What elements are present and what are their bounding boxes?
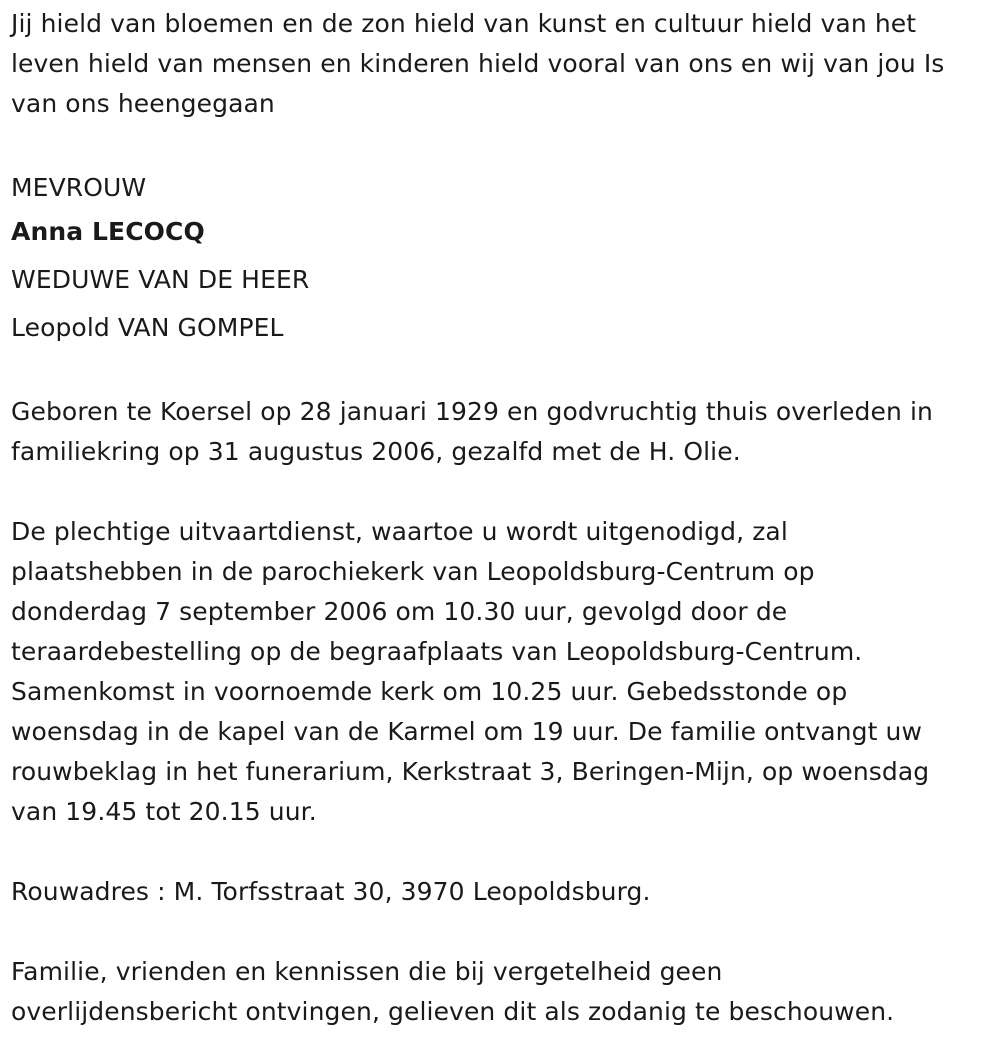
relation-line: WEDUWE VAN DE HEER [11, 265, 310, 294]
intro-paragraph: Jij hield van bloemen en de zon hield van kunst en cultuur hield van het leven hield van mensen en kinderen hield vooral van ons en wij van jou Is van ons heengegaan [11, 9, 945, 118]
obituary-document [11, 4, 986, 1032]
birth-death-paragraph: Geboren te Koersel op 28 januari 1929 en godvruchtig thuis overleden in familiekring op 31 augustus 2006, gezalfd met de H. Olie. [11, 397, 933, 466]
title-line: MEVROUW [11, 173, 147, 202]
name-block [11, 164, 986, 352]
address-paragraph: Rouwadres : M. Torfsstraat 30, 3970 Leopoldsburg. [11, 877, 651, 906]
spouse-name: Leopold VAN GOMPEL [11, 313, 284, 342]
deceased-name: Anna LECOCQ [11, 217, 205, 246]
ceremony-paragraph: De plechtige uitvaartdienst, waartoe u wordt uitgenodigd, zal plaatshebben in de parochiekerk van Leopoldsburg-Centrum op donderdag 7 september 2006 om 10.30 uur, gevolgd door de teraardebestelling op de begraafplaats van Leopoldsburg-Centrum. Samenkomst in voornoemde kerk om 10.25 uur. Gebedsstonde op woensdag in de kapel van de Karmel om 19 uur. De familie ontvangt uw rouwbeklag in het funerarium, Kerkstraat 3, Beringen-Mijn, op woensdag van 19.45 tot 20.15 uur. [11, 517, 930, 826]
closing-paragraph: Familie, vrienden en kennissen die bij vergetelheid geen overlijdensbericht ontvingen, gelieven dit als zodanig te beschouwen. [11, 957, 895, 1026]
